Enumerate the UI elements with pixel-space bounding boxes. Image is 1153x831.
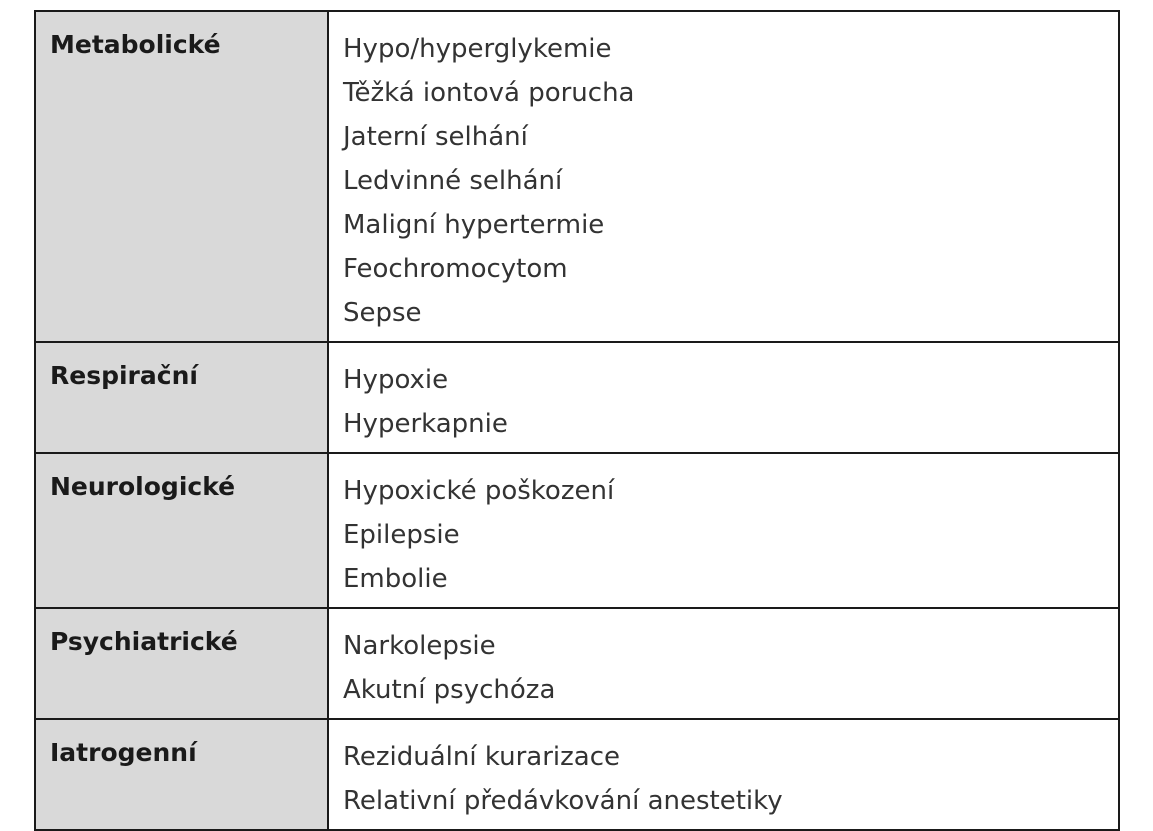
table-row [35,342,1119,453]
list-item: Ledvinné selhání [343,166,563,196]
list-item: Sepse [343,298,422,328]
table-row [35,719,1119,830]
list-item: Maligní hypertermie [343,210,605,240]
category-cell: Psychiatrické [35,608,328,719]
category-cell: Iatrogenní [35,719,328,830]
items-cell [328,11,1119,342]
list-item: Feochromocytom [343,254,568,284]
list-item: Embolie [343,564,448,594]
list-item: Reziduální kurarizace [343,742,621,772]
category-cell: Metabolické [35,11,328,342]
list-item: Relativní předávkování anestetiky [343,786,783,816]
list-item: Těžká iontová porucha [343,78,635,108]
list-item: Epilepsie [343,520,460,550]
items-cell [328,719,1119,830]
items-cell [328,608,1119,719]
table-row [35,453,1119,608]
list-item: Akutní psychóza [343,675,556,705]
table-row [35,11,1119,342]
list-item: Jaterní selhání [343,122,528,152]
list-item: Hypoxie [343,365,449,395]
causes-table [34,10,1120,831]
category-cell: Respirační [35,342,328,453]
items-cell [328,342,1119,453]
list-item: Hypoxické poškození [343,476,615,506]
list-item: Narkolepsie [343,631,496,661]
items-cell [328,453,1119,608]
category-cell: Neurologické [35,453,328,608]
list-item: Hypo/hyperglykemie [343,34,612,64]
list-item: Hyperkapnie [343,409,508,439]
table-row [35,608,1119,719]
